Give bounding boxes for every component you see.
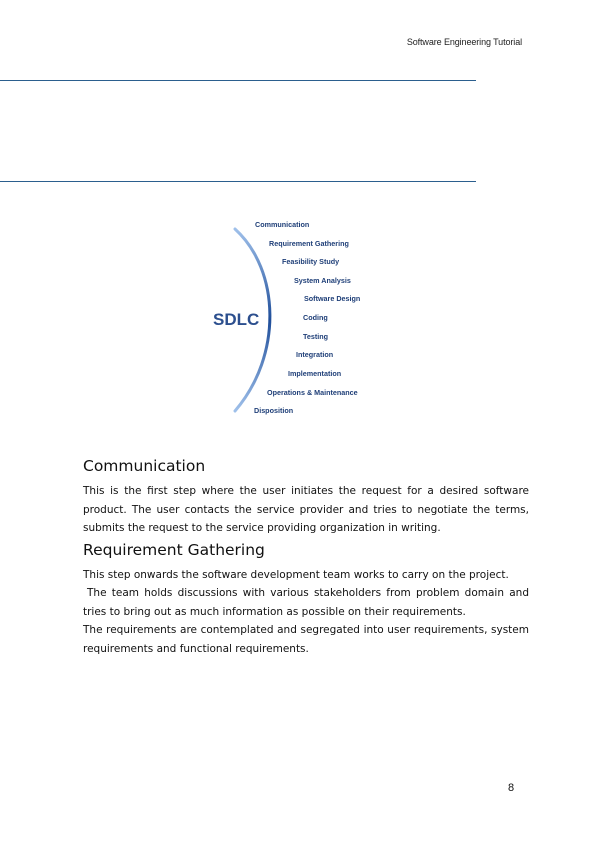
section-heading-requirement-gathering: Requirement Gathering bbox=[83, 541, 265, 559]
running-header: Software Engineering Tutorial bbox=[406, 37, 522, 47]
requirement-paragraph-3: The requirements are contemplated and segregated into user requirements, system requirements and functional requirements. bbox=[83, 624, 529, 655]
requirement-paragraph-1: This step onwards the software development team works to carry on the project. bbox=[83, 569, 509, 581]
stage-label: Coding bbox=[303, 313, 328, 322]
communication-paragraph: This is the first step where the user initiates the request for a desired software product. The user contacts the service provider and tries to negotiate the terms, submits the request to the service providing organization in writing. bbox=[83, 485, 529, 534]
header-rule-top bbox=[0, 80, 476, 81]
stage-label: Requirement Gathering bbox=[269, 239, 349, 248]
stage-label: Disposition bbox=[254, 406, 294, 415]
page-number: 8 bbox=[508, 782, 515, 794]
sdlc-diagram-svg bbox=[205, 215, 385, 420]
section-heading-communication: Communication bbox=[83, 457, 206, 475]
stage-label: Integration bbox=[296, 350, 334, 359]
header-rule-bottom bbox=[0, 181, 476, 182]
stage-label: Feasibility Study bbox=[282, 257, 340, 266]
sdlc-diagram bbox=[205, 215, 385, 420]
stage-label: System Analysis bbox=[294, 276, 351, 285]
stage-label: Operations & Maintenance bbox=[267, 388, 358, 397]
stage-label: Software Design bbox=[304, 294, 361, 303]
stage-label: Communication bbox=[255, 220, 310, 229]
requirement-paragraph-2: The team holds discussions with various stakeholders from problem domain and tries to bring out as much information as possible on their requirements. bbox=[83, 587, 529, 618]
stage-label: Testing bbox=[303, 332, 329, 341]
sdlc-center-label: SDLC bbox=[213, 310, 260, 329]
stage-label: Implementation bbox=[288, 369, 342, 378]
